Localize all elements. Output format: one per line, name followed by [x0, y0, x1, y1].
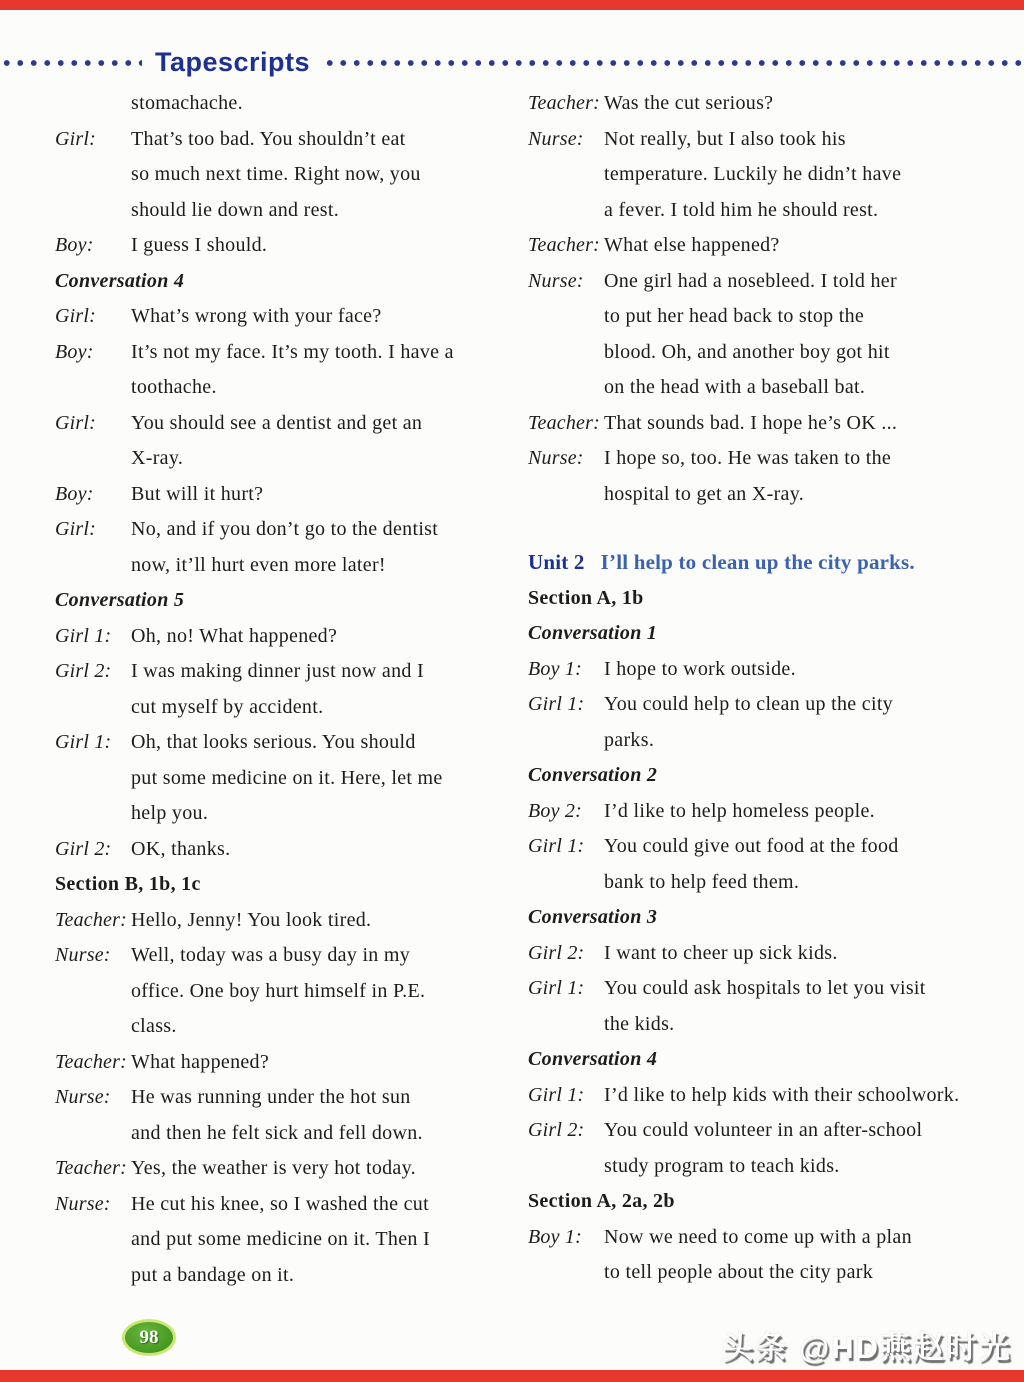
dialogue-row: [528, 1113, 998, 1184]
conversation-heading: [528, 758, 998, 794]
section-heading-text: Section A, 1b: [528, 586, 644, 609]
dotted-line-left: [0, 59, 142, 67]
speaker-label: Nurse:: [55, 1086, 111, 1108]
dialogue-line: parks.: [604, 728, 655, 751]
dialogue-row: [528, 228, 998, 264]
top-red-bar: [0, 0, 1024, 10]
dialogue-line: temperature. Luckily he didn’t have: [604, 163, 902, 185]
dialogue-line: cut myself by accident.: [131, 695, 324, 718]
dialogue-line: Yes, the weather is very hot today.: [131, 1157, 416, 1179]
unit-title: I’ll help to clean up the city parks.: [600, 550, 915, 574]
speaker-label: Boy 1:: [528, 657, 582, 680]
speaker-label: Teacher:: [55, 1050, 127, 1073]
section-heading-text: Section B, 1b, 1c: [55, 873, 201, 895]
dialogue-row: [55, 1187, 505, 1294]
dialogue-line: on the head with a baseball bat.: [604, 376, 866, 398]
speaker-label: Girl 2:: [55, 660, 112, 682]
dialogue-row: [55, 619, 505, 655]
dialogue-row: [55, 228, 505, 264]
dialogue-line: That’s too bad. You shouldn’t eat: [131, 127, 406, 150]
dialogue-line: You should see a dentist and get an: [131, 411, 423, 434]
bottom-red-bar: [0, 1370, 1024, 1382]
dialogue-row: [528, 1078, 998, 1114]
dialogue-row: [528, 829, 998, 900]
dialogue-line: What else happened?: [604, 234, 780, 256]
speaker-label: Nurse:: [528, 269, 584, 292]
conversation-heading: [528, 1042, 998, 1078]
dialogue-line: put some medicine on it. Here, let me: [131, 766, 443, 789]
dialogue-line: But will it hurt?: [131, 482, 264, 505]
dialogue-line: You could help to clean up the city: [604, 693, 893, 715]
dialogue-line: a fever. I told him he should rest.: [604, 198, 879, 221]
dialogue-line: and put some medicine on it. Then I: [131, 1228, 430, 1250]
dialogue-row: [528, 687, 998, 758]
section-heading: [55, 867, 505, 903]
dialogue-row: [528, 441, 998, 512]
dialogue-row: [528, 122, 998, 229]
dialogue-line: What happened?: [131, 1050, 270, 1073]
speaker-label: Boy 2:: [528, 799, 582, 822]
speaker-label: Girl:: [55, 305, 96, 327]
dialogue-row: [55, 1045, 505, 1081]
conversation-heading-text: Conversation 4: [55, 269, 185, 292]
dialogue-row: [528, 264, 998, 406]
dialogue-line: and then he felt sick and fell down.: [131, 1121, 423, 1144]
column-spacer: [528, 512, 998, 545]
dialogue-line: One girl had a nosebleed. I told her: [604, 269, 897, 292]
dialogue-line: Now we need to come up with a plan: [604, 1225, 912, 1248]
dialogue-line: the kids.: [604, 1012, 675, 1035]
speaker-label: Boy:: [55, 234, 94, 256]
dialogue-line: I want to cheer up sick kids.: [604, 941, 838, 964]
dialogue-line: help you.: [131, 802, 209, 824]
tapescripts-header: [0, 47, 1024, 78]
speaker-label: Nurse:: [528, 127, 584, 150]
speaker-label: Boy 1:: [528, 1225, 582, 1248]
speaker-label: Girl 2:: [528, 941, 585, 964]
conversation-heading: [55, 264, 505, 300]
dialogue-row: [55, 938, 505, 1045]
dialogue-line: No, and if you don’t go to the dentist: [131, 518, 439, 540]
dialogue-line: You could ask hospitals to let you visit: [604, 977, 926, 999]
unit-label: Unit 2: [528, 550, 585, 574]
speaker-label: Girl 1:: [528, 693, 585, 715]
speaker-label: Boy:: [55, 340, 94, 363]
speaker-label: Teacher:: [528, 92, 600, 114]
dialogue-line: to tell people about the city park: [604, 1261, 874, 1283]
conversation-heading-text: Conversation 3: [528, 906, 658, 928]
conversation-heading: [55, 583, 505, 619]
speaker-label: Nurse:: [55, 1192, 111, 1215]
dialogue-line: Well, today was a busy day in my: [131, 944, 411, 966]
watermark: 头条 @HD燕赵时光: [722, 1330, 1012, 1365]
speaker-label: Girl:: [55, 518, 96, 540]
section-heading: [528, 581, 998, 617]
conversation-heading: [528, 616, 998, 652]
page-number: 98: [139, 1326, 159, 1348]
dialogue-line: hospital to get an X-ray.: [604, 482, 805, 505]
dialogue-line: X-ray.: [131, 447, 184, 469]
dialogue-row: [55, 654, 505, 725]
page-number-badge: [122, 1319, 176, 1356]
dialogue-line: What’s wrong with your face?: [131, 305, 382, 327]
speaker-label: Girl 1:: [528, 1083, 585, 1106]
dialogue-row: [55, 122, 505, 229]
conversation-heading-text: Conversation 2: [528, 764, 658, 786]
dialogue-row: [55, 903, 505, 939]
dialogue-row: [55, 335, 505, 406]
dialogue-row: [528, 971, 998, 1042]
dialogue-row: [55, 725, 505, 832]
dialogue-line: He cut his knee, so I washed the cut: [131, 1192, 429, 1215]
dialogue-row: [55, 477, 505, 513]
dialogue-line: I guess I should.: [131, 234, 268, 256]
dialogue-row: [528, 1220, 998, 1291]
section-heading: [528, 1184, 998, 1220]
speaker-label: Nurse:: [528, 447, 584, 469]
dialogue-line: class.: [131, 1015, 177, 1037]
dialogue-line: should lie down and rest.: [131, 198, 340, 221]
dialogue-line: I hope to work outside.: [604, 657, 796, 680]
dialogue-row: [55, 86, 505, 122]
speaker-label: Girl:: [55, 127, 96, 150]
dialogue-line: I’d like to help homeless people.: [604, 799, 875, 822]
dialogue-line: That sounds bad. I hope he’s OK ...: [604, 411, 898, 434]
dialogue-line: I hope so, too. He was taken to the: [604, 447, 892, 469]
dialogue-line: You could give out food at the food: [604, 835, 899, 857]
dialogue-line: so much next time. Right now, you: [131, 163, 421, 185]
unit-heading: [528, 545, 998, 581]
dialogue-line: blood. Oh, and another boy got hit: [604, 340, 890, 363]
dialogue-row: [55, 299, 505, 335]
dialogue-row: [55, 832, 505, 868]
dialogue-line: It’s not my face. It’s my tooth. I have a: [131, 340, 454, 363]
dialogue-row: [55, 406, 505, 477]
dialogue-line: Not really, but I also took his: [604, 127, 846, 150]
dialogue-line: Hello, Jenny! You look tired.: [131, 908, 372, 931]
dialogue-line: office. One boy hurt himself in P.E.: [131, 979, 426, 1002]
speaker-label: Girl 1:: [528, 835, 585, 857]
dialogue-row: [528, 794, 998, 830]
speaker-label: Girl 2:: [55, 837, 112, 860]
dialogue-line: I’d like to help kids with their schoolwork.: [604, 1083, 960, 1106]
dialogue-line: Oh, that looks serious. You should: [131, 731, 416, 753]
conversation-heading-text: Conversation 5: [55, 589, 185, 611]
dialogue-line: I was making dinner just now and I: [131, 660, 424, 682]
speaker-label: Girl 1:: [528, 977, 585, 999]
section-heading-text: Section A, 2a, 2b: [528, 1190, 675, 1212]
dialogue-line: Oh, no! What happened?: [131, 624, 338, 647]
speaker-label: Teacher:: [528, 411, 600, 434]
dialogue-line: study program to teach kids.: [604, 1154, 840, 1177]
conversation-heading-text: Conversation 4: [528, 1048, 658, 1070]
dialogue-line: Was the cut serious?: [604, 92, 774, 114]
speaker-label: Teacher:: [55, 908, 127, 931]
speaker-label: Boy:: [55, 482, 94, 505]
dialogue-row: [528, 406, 998, 442]
speaker-label: Girl:: [55, 411, 96, 434]
left-column: [55, 86, 505, 1293]
dialogue-row: [528, 86, 998, 122]
dialogue-row: [55, 512, 505, 583]
speaker-label: Girl 2:: [528, 1119, 585, 1141]
dialogue-row: [528, 652, 998, 688]
speaker-label: Teacher:: [55, 1157, 127, 1179]
dialogue-line: You could volunteer in an after-school: [604, 1119, 923, 1141]
conversation-heading-text: Conversation 1: [528, 622, 658, 644]
dialogue-line: bank to help feed them.: [604, 870, 800, 893]
dialogue-line: stomachache.: [131, 92, 243, 114]
dialogue-line: He was running under the hot sun: [131, 1086, 411, 1108]
speaker-label: Girl 1:: [55, 624, 112, 647]
dialogue-line: toothache.: [131, 376, 217, 398]
speaker-label: Teacher:: [528, 234, 600, 256]
dialogue-line: put a bandage on it.: [131, 1263, 295, 1286]
dialogue-row: [528, 936, 998, 972]
dialogue-line: OK, thanks.: [131, 837, 231, 860]
dialogue-line: now, it’ll hurt even more later!: [131, 553, 386, 576]
dialogue-row: [55, 1080, 505, 1151]
speaker-label: Nurse:: [55, 944, 111, 966]
dialogue-line: to put her head back to stop the: [604, 305, 865, 327]
right-column: [528, 86, 998, 1291]
dotted-line-right: [323, 59, 1024, 67]
conversation-heading: [528, 900, 998, 936]
dialogue-row: [55, 1151, 505, 1187]
speaker-label: Girl 1:: [55, 731, 112, 753]
page-title: Tapescripts: [155, 47, 311, 77]
